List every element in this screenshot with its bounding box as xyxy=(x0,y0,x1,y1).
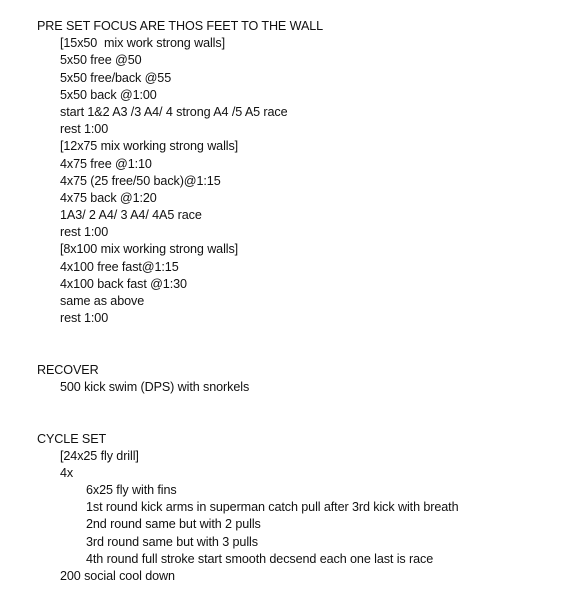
spacer xyxy=(37,327,577,344)
preset-line: 4x100 back fast @1:30 xyxy=(60,276,187,291)
preset-line: same as above xyxy=(60,294,145,308)
preset-line: 4x75 (25 free/50 back)@1:15 xyxy=(60,173,221,188)
spacer xyxy=(37,396,577,413)
spacer xyxy=(37,413,577,430)
preset-line: [15x50 mix work strong walls] xyxy=(60,36,225,51)
preset-line: 5x50 free/back @55 xyxy=(60,70,172,85)
cycle-subline: 2nd round same but with 2 pulls xyxy=(86,517,261,532)
preset-line: 4x75 free @1:10 xyxy=(60,156,152,171)
cycle-line: [24x25 fly drill] xyxy=(60,448,139,463)
cycle-subline: 6x25 fly with fins xyxy=(86,483,177,498)
workout-document xyxy=(37,18,577,585)
preset-line: 1A3/ 2 A4/ 3 A4/ 4A5 race xyxy=(60,208,202,223)
cycle-line: 4x xyxy=(60,465,74,480)
preset-line: 4x100 free fast@1:15 xyxy=(60,259,179,274)
preset-line: 4x75 back @1:20 xyxy=(60,190,157,205)
preset-line: [8x100 mix working strong walls] xyxy=(60,242,239,257)
preset-line: 5x50 free @50 xyxy=(60,53,142,68)
cycle-subline: 3rd round same but with 3 pulls xyxy=(86,534,258,549)
spacer xyxy=(37,345,577,362)
preset-line: rest 1:00 xyxy=(60,122,109,137)
recover-heading: RECOVER xyxy=(37,362,99,377)
preset-line: rest 1:00 xyxy=(60,311,109,326)
preset-line: start 1&2 A3 /3 A4/ 4 strong A4 /5 A5 race xyxy=(60,104,288,119)
recover-line: 500 kick swim (DPS) with snorkels xyxy=(60,379,250,394)
preset-line: 5x50 back @1:00 xyxy=(60,87,157,102)
cycle-subline: 4th round full stroke start smooth decsend each one last is race xyxy=(86,551,434,566)
preset-line: rest 1:00 xyxy=(60,225,109,240)
cooldown-line: 200 social cool down xyxy=(60,569,175,583)
cycle-subline: 1st round kick arms in superman catch pull after 3rd kick with breath xyxy=(86,500,459,515)
cycle-heading: CYCLE SET xyxy=(37,431,107,446)
preset-heading: PRE SET FOCUS ARE THOS FEET TO THE WALL xyxy=(37,19,324,33)
preset-line: [12x75 mix working strong walls] xyxy=(60,139,239,154)
